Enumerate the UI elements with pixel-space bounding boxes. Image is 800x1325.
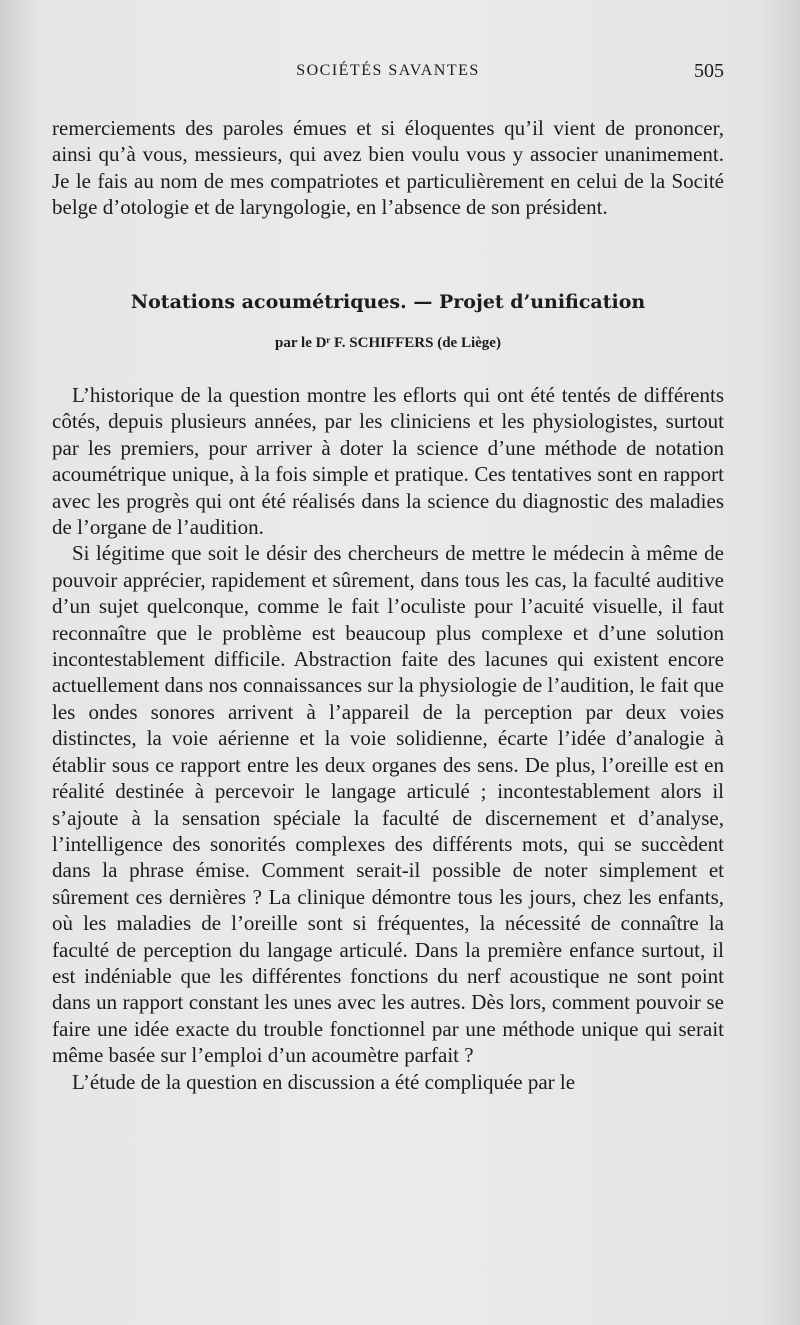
- intro-paragraph: remerciements des paroles émues et si éloquentes qu’il vient de prononcer, ainsi qu’à vous, messieurs, qui avez bien voulu vous y associer unanimement. Je le fais au nom de mes compatriotes et particulièrement en celui de la Socité belge d’otologie et de laryngologie, en l’absence de son président.: [52, 116, 724, 220]
- body-paragraph: Si légitime que soit le désir des chercheurs de mettre le médecin à même de pouvoir apprécier, rapidement et sûrement, dans tous les cas, la faculté auditive d’un sujet quelconque, comme le fait l’oculiste pour l’acuité visuelle, il faut reconnaître que le problème est beaucoup plus complexe et d’une solution incontestablement difficile. Abstraction faite des lacunes qui existent encore actuellement dans nos connaissances sur la physiologie de l’audition, le fait que les ondes sonores arrivent à l’appareil de la perception par deux voies distinctes, la voie aérienne et la voie solidienne, écarte l’idée d’analogie à établir sous ce rapport entre les deux organes des sens. De plus, l’oreille est en réalité destinée à percevoir le langage articulé ; incontestablement alors il s’ajoute à la sensation spéciale la faculté de discernement et d’analyse, l’intelligence des sonorités complexes des différents mots, qui se succèdent dans la phrase émise. Comment serait-il possible de noter simplement et sûrement ces dernières ? La clinique démontre tous les jours, chez les enfants, où les maladies de l’oreille sont si fréquentes, la nécessité de connaître la faculté de perception du langage articulé. Dans la première enfance surtout, il est indéniable que les différentes fonctions du nerf acoustique ne sont point dans un rapport constant les unes avec les autres. Dès lors, comment pouvoir se faire une idée exacte du trouble fonctionnel par une méthode unique qui serait même basée sur l’emploi d’un acoumètre parfait ?: [52, 541, 724, 1068]
- running-title: SOCIÉTÉS SAVANTES: [296, 62, 480, 79]
- book-page: [52, 0, 724, 1325]
- article-byline: par le Dʳ F. SCHIFFERS (de Liège): [275, 335, 501, 351]
- intro-paragraph-block: [52, 115, 724, 221]
- body-paragraph: L’étude de la question en discussion a été compliquée par le: [72, 1069, 576, 1094]
- page-number: 505: [694, 60, 724, 82]
- running-head: [52, 58, 724, 88]
- body-paragraph: L’historique de la question montre les eflorts qui ont été tentés de différents côtés, depuis plusieurs années, par les cliniciens et les physiologistes, surtout par les premiers, pour arriver à doter la science d’une méthode de notation acoumétrique unique, à la fois simple et pratique. Ces tentatives sont en rapport avec les progrès qui ont été réalisés dans la science du diagnostic des maladies de l’organe de l’audition.: [52, 383, 724, 540]
- article-body: [52, 382, 724, 1095]
- article-title: Notations acoumétriques. — Projet d’unification: [130, 291, 646, 313]
